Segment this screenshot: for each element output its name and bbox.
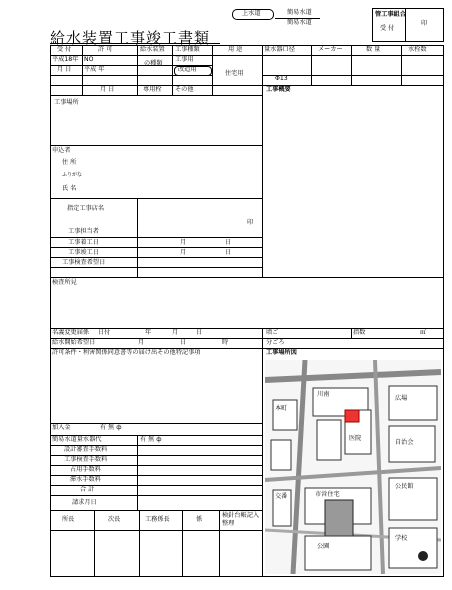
approval-year: 年 (145, 329, 152, 336)
site-map-label: 工事場所図 (266, 349, 297, 356)
stamp-section-chief: 工務係長 (145, 516, 170, 523)
design-fee-label: 設計審査手数料 (64, 446, 108, 453)
meter-unit: ㎥ (420, 329, 427, 336)
col-meter-diameter: 量水器口径 (264, 46, 295, 53)
start-month: 月 (180, 239, 187, 246)
supply-start-month: 月 (138, 339, 145, 346)
union-label: 管工事組合 (375, 11, 406, 18)
row1-work: 工事用 (175, 56, 194, 63)
stamp-staff: 係 (196, 516, 203, 523)
row1-year: 平成18年 (52, 56, 79, 63)
union-receipt-label: 受 付 (380, 25, 395, 32)
row3-other: その他 (175, 86, 194, 93)
col-faucets: 水栓数 (408, 46, 427, 53)
row2-use: 住宅用 (225, 70, 244, 77)
billing-date-label: 請求月日 (72, 499, 97, 506)
approval-month: 月 (172, 329, 179, 336)
title-underline (50, 43, 220, 44)
map-label-hall: 公民館 (395, 483, 414, 490)
approval-date-label: 日付 (98, 329, 111, 336)
supply-start-hour: 時 (222, 339, 229, 346)
name-change-label: 名義変更届係 (52, 329, 90, 336)
start-day: 日 (225, 239, 232, 246)
inspection-request-label: 工事検査希望日 (62, 259, 106, 266)
work-summary-label: 工事概要 (266, 86, 291, 93)
occupancy-fee-label: 占用手数料 (70, 466, 101, 473)
col-work-type: 工事種類 (175, 46, 200, 53)
applicant-address: 住 所 (62, 159, 77, 166)
contractor-name-label: 指定工事店名 (67, 205, 105, 212)
map-label-police: 交番 (275, 493, 288, 500)
applicant-heading: 申込者 (52, 147, 71, 154)
approval-around: 頃ご (266, 329, 279, 336)
stagnant-fee-label: 滞水手数料 (70, 476, 101, 483)
supply-start-day: 日 (180, 339, 187, 346)
inspection-fee-label: 工事検査手数料 (64, 456, 108, 463)
deposit-label: 加入金 (52, 424, 71, 431)
row2-month-day: 月 日 (57, 66, 72, 73)
stamp-deputy: 次長 (108, 516, 121, 523)
applicant-name: 氏 名 (62, 185, 77, 192)
staff-label: 工事担当者 (68, 228, 99, 235)
deposit-value: 有 無 ф (100, 424, 122, 431)
stamp-director: 所長 (62, 516, 75, 523)
inspection-notes-label: 検査所見 (52, 279, 77, 286)
approval-day: 日 (196, 329, 203, 336)
meter-fee-value: 有 無 ф (140, 436, 162, 443)
map-label-honmachi: 本町 (275, 405, 288, 412)
col-permit: 許 可 (98, 46, 113, 53)
map-label-park: 公園 (317, 543, 330, 550)
total-label: 合 計 (80, 486, 95, 493)
col-maker: メーカー (318, 46, 343, 53)
document-title: 給水装置工事竣工書類 (50, 29, 211, 47)
work-place-label: 工事場所 (54, 99, 79, 106)
col-receipt: 受 付 (57, 46, 72, 53)
applicant-furigana: ふりがな (62, 172, 83, 178)
map-label-clinic: 医院 (349, 435, 362, 442)
finish-month: 月 (180, 249, 187, 256)
union-seal: 印 (421, 20, 428, 27)
contractor-seal: 印 (247, 219, 254, 226)
simple-water-label-1: 簡易水道 (287, 9, 312, 16)
finish-day: 日 (225, 249, 232, 256)
finish-date-label: 工事竣工日 (68, 249, 99, 256)
row1-kind: の種類 (144, 60, 163, 67)
col-purpose: 用 途 (228, 46, 243, 53)
start-date-label: 工事着工日 (68, 239, 99, 246)
col-device: 給水装置 (140, 46, 165, 53)
water-supply-pill: 上水道 (232, 9, 274, 20)
map-label-school: 学校 (395, 535, 408, 542)
row3-month-day: 月 日 (100, 86, 115, 93)
map-label-plaza: 広場 (395, 395, 408, 402)
col-quantity: 数 量 (366, 46, 381, 53)
simple-water-label-2: 簡易水道 (287, 19, 312, 26)
supply-start-label: 給水開始希望日 (52, 339, 96, 346)
remodel-pill: 改造用 (174, 66, 212, 76)
site-map-drawing (265, 360, 441, 574)
supply-start-around: 分ごろ (266, 339, 285, 346)
row2-diameter: Φ13 (275, 75, 288, 82)
meter-fee-label: 簡易水道量水器代 (52, 436, 102, 443)
special-notes-label: 許可条件・利害関係同意書等の届け出その他特記事項 (52, 349, 201, 356)
meter-index-label: 指数 (353, 329, 366, 336)
map-label-association: 自治会 (395, 439, 414, 446)
map-label-kawaminami: 川南 (317, 391, 330, 398)
stamp-meter-ledger: 検針台帳記入整理 (222, 512, 260, 527)
row1-no: NO (84, 56, 94, 63)
row3-exclusive: 専用栓 (143, 86, 162, 93)
row2-heisei: 平成 年 (84, 66, 105, 73)
map-label-housing: 市営住宅 (315, 491, 340, 498)
site-map (265, 360, 441, 574)
